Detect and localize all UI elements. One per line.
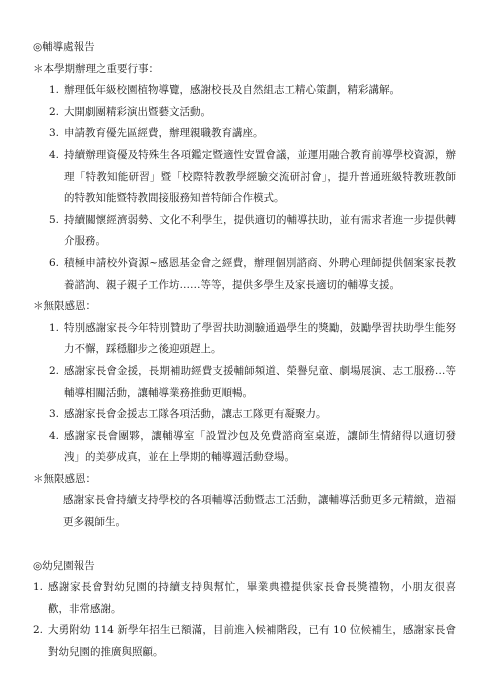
list-item	[33, 123, 456, 145]
item-number: 4.	[49, 148, 60, 161]
list-item	[33, 404, 456, 426]
list-item	[33, 620, 456, 663]
kindergarten-heading: ◎幼兒園報告	[33, 559, 95, 572]
item-text: 辦理低年級校園植物導覽，感謝校長及自然組志工精心策劃，精彩講解。	[64, 84, 400, 97]
list-item	[33, 80, 456, 102]
item-text: 特別感謝家長今年特別贊助了學習扶助測驗通過學生的獎勵，鼓勵學習扶助學生能努力不懈，踩穩腳步之後迎頭趕上。	[64, 321, 456, 356]
item-text: 大勇附幼 114 新學年招生已額滿，目前進入候補階段，已有 10 位候補生，感謝家長會對幼兒園的推廣與照顧。	[48, 624, 456, 659]
list-item	[33, 253, 456, 296]
section-title-thanks-2: ＊無限感恩：	[33, 472, 96, 485]
kindergarten-list	[33, 577, 456, 663]
item-text: 感謝家長會團夥，讓輔導室「設置沙包及免費諮商室桌遊，讓師生情緒得以適切發洩」的美夢成真，並在上學期的輔導週活動登場。	[64, 429, 456, 464]
counseling-heading: ◎輔導處報告	[33, 41, 95, 53]
item-text: 感謝家長會金援，長期補助經費支援輔師頻道、榮譽兒童、劇場展演、志工服務…等輔導相關活動，讓輔導業務推動更順暢。	[64, 364, 456, 399]
list-item	[33, 102, 456, 124]
thanks-list	[33, 318, 456, 469]
section-gap	[33, 534, 456, 556]
list-item	[33, 426, 456, 469]
list-item	[33, 318, 456, 361]
item-number: 2.	[49, 105, 60, 118]
item-number: 6.	[49, 256, 60, 269]
item-text: 持續辦理資優及特殊生各項鑑定暨適性安置會議，並運用融合教育前導學校資源，辦理「特教知能研習」暨「校際特教教學經驗交流研討會」，提升普通班級特教班教師的特教知能暨特教間接服務知普特師合作模式。	[64, 148, 456, 205]
item-number: 1.	[33, 581, 44, 594]
list-item	[33, 210, 456, 253]
item-text: 感謝家長會金援志工隊各項活動，讓志工隊更有凝聚力。	[64, 408, 327, 421]
item-text: 積極申請校外資源~感恩基金會之經費，辦理個別諮商、外聘心理師提供個案家長教養諮詢、親子親子工作坊……等等，提供多學生及家長適切的輔導支援。	[64, 256, 456, 291]
item-number: 2.	[33, 624, 44, 637]
events-list	[33, 80, 456, 296]
item-number: 2.	[49, 364, 60, 377]
item-number: 3.	[49, 127, 60, 140]
item-text: 感謝家長會對幼兒園的持續支持與幫忙，畢業典禮提供家長會長獎禮物，小朋友很喜歡，非常感謝。	[48, 581, 456, 615]
item-text: 大開劇團精彩演出暨藝文活動。	[64, 105, 211, 118]
item-number: 3.	[49, 408, 60, 421]
thanks-paragraph: 感謝家長會持續支持學校的各項輔導活動暨志工活動，讓輔導活動更多元精緻，造福更多親師生。	[63, 494, 456, 529]
item-number: 5.	[49, 213, 60, 226]
item-number: 4.	[49, 429, 60, 442]
list-item	[33, 361, 456, 404]
section-title-events: ＊本學期辦理之重要行事：	[33, 62, 159, 75]
section-title-thanks: ＊無限感恩：	[33, 300, 96, 313]
item-text: 申請教育優先區經費，辦理親職教育講座。	[64, 127, 264, 140]
item-text: 持續關懷經濟弱勢、文化不利學生，提供適切的輔導扶助，並有需求者進一步提供轉介服務。	[64, 213, 456, 248]
list-item	[33, 145, 456, 210]
item-number: 1.	[49, 84, 60, 97]
item-number: 1.	[49, 321, 60, 334]
list-item	[33, 577, 456, 620]
